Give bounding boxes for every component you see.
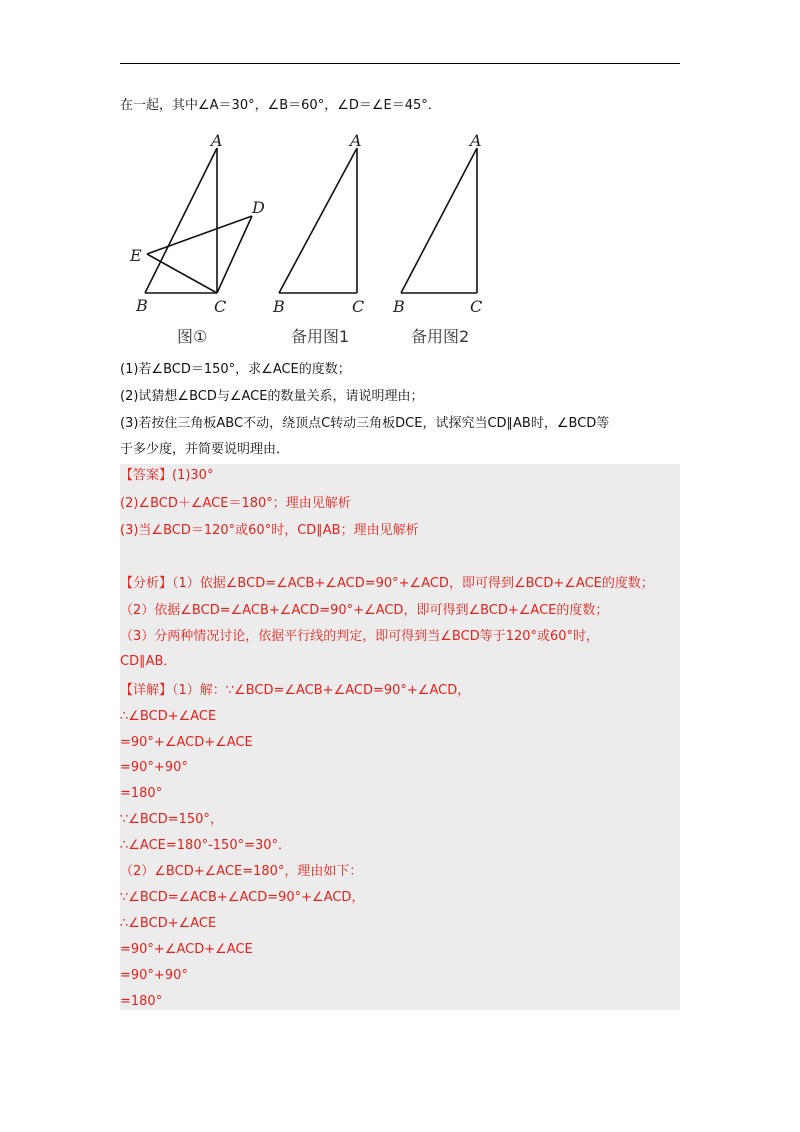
fig1-caption: 图① bbox=[177, 327, 208, 346]
question-part1: (1)若∠BCD＝150°，求∠ACE的度数； bbox=[120, 362, 351, 377]
fig1-label-e: E bbox=[130, 246, 142, 265]
fig1-label-c: C bbox=[214, 297, 227, 316]
question-intro: 在一起，其中∠A＝30°，∠B＝60°，∠D＝∠E＝45°． bbox=[120, 98, 441, 113]
figure-3 bbox=[401, 148, 477, 293]
fig1-label-a: A bbox=[211, 131, 223, 150]
question-part3-line2: 于多少度，并简要说明理由． bbox=[120, 442, 290, 457]
detail-line-13: =180° bbox=[120, 994, 163, 1009]
detail-line-1: 【详解】（1）解：∵∠BCD=∠ACB+∠ACD=90°+∠ACD， bbox=[120, 683, 471, 698]
fig1-label-b: B bbox=[136, 296, 148, 315]
analysis-line-1: 【分析】（1）依据∠BCD=∠ACB+∠ACD=90°+∠ACD，即可得到∠BCD+∠ACE的度数； bbox=[120, 576, 654, 591]
question-part3-line1: (3)若按住三角板ABC不动，绕顶点C转动三角板DCE，试探究当CD∥AB时，∠BCD等 bbox=[120, 416, 610, 431]
fig2-caption: 备用图1 bbox=[291, 327, 350, 346]
detail-line-7: ∴∠ACE=180°-150°=30°． bbox=[120, 838, 292, 853]
detail-line-4: =90°+90° bbox=[120, 760, 188, 775]
question-part2: (2)试猜想∠BCD与∠ACE的数量关系，请说明理由； bbox=[120, 389, 424, 404]
detail-line-5: =180° bbox=[120, 786, 163, 801]
answer-line-3: (3)当∠BCD＝120°或60°时，CD∥AB；理由见解析 bbox=[120, 523, 419, 538]
header-rule bbox=[120, 63, 680, 64]
triangle-figures bbox=[120, 126, 483, 356]
detail-line-3: =90°+∠ACD+∠ACE bbox=[120, 735, 253, 750]
figure-1 bbox=[145, 148, 252, 293]
analysis-line-3: （3）分两种情况讨论，依据平行线的判定，即可得到当∠BCD等于120°或60°时， bbox=[120, 629, 600, 644]
fig2-label-c: C bbox=[352, 297, 365, 316]
detail-line-6: ∵∠BCD=150°， bbox=[120, 812, 223, 827]
analysis-line-4: CD∥AB． bbox=[120, 654, 177, 669]
figure-2 bbox=[279, 148, 357, 293]
fig3-label-b: B bbox=[393, 297, 405, 316]
fig3-caption: 备用图2 bbox=[411, 327, 470, 346]
fig2-label-a: A bbox=[350, 131, 362, 150]
detail-line-9: ∵∠BCD=∠ACB+∠ACD=90°+∠ACD， bbox=[120, 890, 365, 905]
detail-line-8: （2）∠BCD+∠ACE=180°，理由如下： bbox=[120, 864, 363, 879]
analysis-line-2: （2）依据∠BCD=∠ACB+∠ACD=90°+∠ACD，即可得到∠BCD+∠ACE的度数； bbox=[120, 603, 609, 618]
fig1-label-d: D bbox=[252, 198, 265, 217]
detail-line-12: =90°+90° bbox=[120, 968, 188, 983]
fig2-label-b: B bbox=[273, 297, 285, 316]
fig3-label-c: C bbox=[470, 297, 483, 316]
detail-line-11: =90°+∠ACD+∠ACE bbox=[120, 942, 253, 957]
detail-line-10: ∴∠BCD+∠ACE bbox=[120, 916, 217, 931]
answer-line-1: 【答案】(1)30° bbox=[120, 468, 214, 483]
detail-line-2: ∴∠BCD+∠ACE bbox=[120, 709, 217, 724]
fig3-label-a: A bbox=[470, 131, 482, 150]
answer-line-2: (2)∠BCD＋∠ACE＝180°；理由见解析 bbox=[120, 496, 351, 511]
